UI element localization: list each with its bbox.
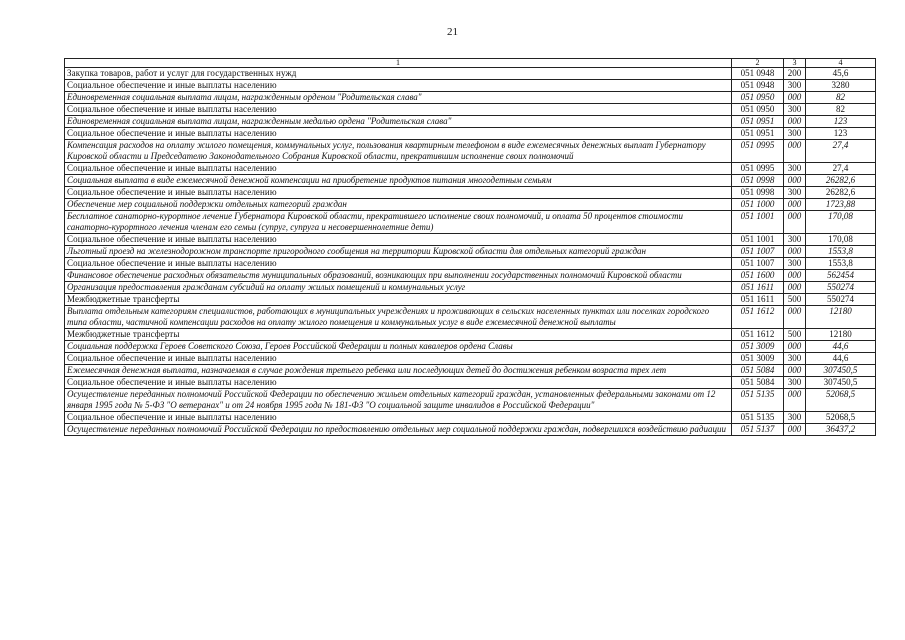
row-name: Закупка товаров, работ и услуг для государственных нужд [65, 68, 732, 80]
header-col-3: 3 [784, 59, 806, 68]
row-amount: 44,6 [806, 341, 876, 353]
row-kind: 300 [784, 258, 806, 270]
row-amount: 170,08 [806, 211, 876, 234]
row-code: 051 1007 [732, 258, 784, 270]
row-code: 051 5084 [732, 365, 784, 377]
row-code: 051 5137 [732, 424, 784, 436]
row-name: Бесплатное санаторно-курортное лечение Губернатора Кировской области, прекратившего исполнение своих полномочий, и оплата 50 процентов стоимости санаторно-курортного лечения членам его семьи (супруг, супруга и несовершеннолетние дети) [65, 211, 732, 234]
row-kind: 000 [784, 282, 806, 294]
row-amount: 82 [806, 92, 876, 104]
row-amount: 12180 [806, 329, 876, 341]
row-name: Социальное обеспечение и иные выплаты населению [65, 412, 732, 424]
table-row [65, 282, 876, 294]
row-amount: 3280 [806, 80, 876, 92]
row-code: 051 1612 [732, 329, 784, 341]
header-col-4: 4 [806, 59, 876, 68]
header-col-2: 2 [732, 59, 784, 68]
row-kind: 300 [784, 187, 806, 199]
row-kind: 000 [784, 306, 806, 329]
row-code: 051 3009 [732, 353, 784, 365]
row-code: 051 0948 [732, 68, 784, 80]
row-amount: 170,08 [806, 234, 876, 246]
table-body [65, 68, 876, 436]
table-row [65, 104, 876, 116]
table-row [65, 246, 876, 258]
row-amount: 550274 [806, 282, 876, 294]
row-code: 051 1007 [732, 246, 784, 258]
budget-table [64, 58, 876, 436]
table-row [65, 294, 876, 306]
table-row [65, 128, 876, 140]
row-name: Осуществление переданных полномочий Российской Федерации по предоставлению отдельных мер социальной поддержки граждан, подвергшихся воздействию радиации [65, 424, 732, 436]
row-kind: 000 [784, 211, 806, 234]
table-row [65, 329, 876, 341]
table-row [65, 424, 876, 436]
row-name: Льготный проезд на железнодорожном транспорте пригородного сообщения на территории Кировской области для отдельных категорий граждан [65, 246, 732, 258]
row-code: 051 5084 [732, 377, 784, 389]
row-kind: 000 [784, 92, 806, 104]
row-name: Единовременная социальная выплата лицам, награжденным медалью ордена "Родительская слава" [65, 116, 732, 128]
row-kind: 000 [784, 341, 806, 353]
table-row [65, 258, 876, 270]
table-row [65, 341, 876, 353]
row-name: Социальное обеспечение и иные выплаты населению [65, 377, 732, 389]
row-kind: 300 [784, 234, 806, 246]
row-code: 051 0998 [732, 187, 784, 199]
table-row [65, 211, 876, 234]
row-code: 051 0998 [732, 175, 784, 187]
table-row [65, 270, 876, 282]
row-kind: 000 [784, 140, 806, 163]
row-name: Социальное обеспечение и иные выплаты населению [65, 258, 732, 270]
row-amount: 45,6 [806, 68, 876, 80]
row-kind: 200 [784, 68, 806, 80]
row-code: 051 0995 [732, 163, 784, 175]
row-amount: 307450,5 [806, 377, 876, 389]
table-row [65, 353, 876, 365]
row-kind: 500 [784, 329, 806, 341]
row-code: 051 1600 [732, 270, 784, 282]
row-name: Межбюджетные трансферты [65, 329, 732, 341]
table-row [65, 92, 876, 104]
row-code: 051 0995 [732, 140, 784, 163]
row-code: 051 1611 [732, 282, 784, 294]
row-kind: 000 [784, 199, 806, 211]
table-row [65, 68, 876, 80]
row-code: 051 5135 [732, 412, 784, 424]
row-name: Социальное обеспечение и иные выплаты населению [65, 128, 732, 140]
row-name: Социальная выплата в виде ежемесячной денежной компенсации на приобретение продуктов питания многодетным семьям [65, 175, 732, 187]
row-amount: 307450,5 [806, 365, 876, 377]
table-row [65, 163, 876, 175]
row-amount: 44,6 [806, 353, 876, 365]
row-kind: 300 [784, 80, 806, 92]
row-code: 051 1000 [732, 199, 784, 211]
row-name: Финансовое обеспечение расходных обязательств муниципальных образований, возникающих при выполнении государственных полномочий Кировской области [65, 270, 732, 282]
row-code: 051 1612 [732, 306, 784, 329]
row-amount: 52068,5 [806, 412, 876, 424]
row-kind: 000 [784, 246, 806, 258]
row-kind: 300 [784, 353, 806, 365]
table-row [65, 306, 876, 329]
row-code: 051 3009 [732, 341, 784, 353]
table-row [65, 187, 876, 199]
row-code: 051 0950 [732, 104, 784, 116]
row-name: Социальное обеспечение и иные выплаты населению [65, 234, 732, 246]
row-name: Единовременная социальная выплата лицам, награжденным орденом "Родительская слава" [65, 92, 732, 104]
row-code: 051 5135 [732, 389, 784, 412]
table-row [65, 140, 876, 163]
row-name: Социальное обеспечение и иные выплаты населению [65, 163, 732, 175]
row-name: Организация предоставления гражданам субсидий на оплату жилых помещений и коммунальных услуг [65, 282, 732, 294]
row-amount: 27,4 [806, 140, 876, 163]
row-name: Социальная поддержка Героев Советского Союза, Героев Российской Федерации и полных кавалеров ордена Славы [65, 341, 732, 353]
table-row [65, 365, 876, 377]
table-row [65, 234, 876, 246]
row-name: Выплата отдельным категориям специалистов, работающих в муниципальных учреждениях и проживающих в сельских населенных пунктах или поселках городского типа области, частичной компенсации расходов на оплату жилого помещения и коммунальных услуг в виде ежемесячной денежной выплаты [65, 306, 732, 329]
row-amount: 550274 [806, 294, 876, 306]
row-amount: 123 [806, 116, 876, 128]
row-kind: 300 [784, 104, 806, 116]
row-code: 051 1611 [732, 294, 784, 306]
header-row [65, 59, 876, 68]
row-amount: 52068,5 [806, 389, 876, 412]
row-code: 051 1001 [732, 211, 784, 234]
row-amount: 27,4 [806, 163, 876, 175]
row-kind: 000 [784, 424, 806, 436]
row-name: Обеспечение мер социальной поддержки отдельных категорий граждан [65, 199, 732, 211]
row-amount: 36437,2 [806, 424, 876, 436]
row-code: 051 0951 [732, 128, 784, 140]
row-amount: 26282,6 [806, 187, 876, 199]
row-code: 051 0948 [732, 80, 784, 92]
header-col-1: 1 [65, 59, 732, 68]
page-number: 21 [447, 26, 458, 38]
table-row [65, 412, 876, 424]
row-name: Компенсация расходов на оплату жилого помещения, коммунальных услуг, пользования квартирным телефоном в виде ежемесячных денежных выплат Губернатору Кировской области и Председателю Законодательного Собрания Кировской области, прекратившим исполнение своих полномочий [65, 140, 732, 163]
row-name: Социальное обеспечение и иные выплаты населению [65, 187, 732, 199]
table-row [65, 80, 876, 92]
row-kind: 500 [784, 294, 806, 306]
row-code: 051 0950 [732, 92, 784, 104]
row-amount: 1723,88 [806, 199, 876, 211]
table-row [65, 389, 876, 412]
row-code: 051 1001 [732, 234, 784, 246]
row-code: 051 0951 [732, 116, 784, 128]
row-amount: 26282,6 [806, 175, 876, 187]
row-name: Ежемесячная денежная выплата, назначаемая в случае рождения третьего ребенка или последующих детей до достижения ребенком возраста трех лет [65, 365, 732, 377]
row-amount: 12180 [806, 306, 876, 329]
row-amount: 562454 [806, 270, 876, 282]
row-kind: 300 [784, 377, 806, 389]
row-amount: 1553,8 [806, 246, 876, 258]
row-kind: 000 [784, 270, 806, 282]
table-row [65, 116, 876, 128]
row-kind: 300 [784, 128, 806, 140]
row-kind: 000 [784, 365, 806, 377]
row-kind: 000 [784, 116, 806, 128]
table-row [65, 175, 876, 187]
row-name: Межбюджетные трансферты [65, 294, 732, 306]
row-kind: 000 [784, 389, 806, 412]
row-name: Социальное обеспечение и иные выплаты населению [65, 104, 732, 116]
table-row [65, 199, 876, 211]
row-kind: 300 [784, 412, 806, 424]
row-name: Социальное обеспечение и иные выплаты населению [65, 353, 732, 365]
row-name: Социальное обеспечение и иные выплаты населению [65, 80, 732, 92]
row-name: Осуществление переданных полномочий Российской Федерации по обеспечению жильем отдельных категорий граждан, установленных федеральными законами от 12 января 1995 года № 5-ФЗ "О ветеранах" и от 24 ноября 1995 года № 181-ФЗ "О социальной защите инвалидов в Российской Федерации" [65, 389, 732, 412]
row-amount: 123 [806, 128, 876, 140]
row-amount: 1553,8 [806, 258, 876, 270]
row-kind: 000 [784, 175, 806, 187]
row-kind: 300 [784, 163, 806, 175]
table-row [65, 377, 876, 389]
row-amount: 82 [806, 104, 876, 116]
